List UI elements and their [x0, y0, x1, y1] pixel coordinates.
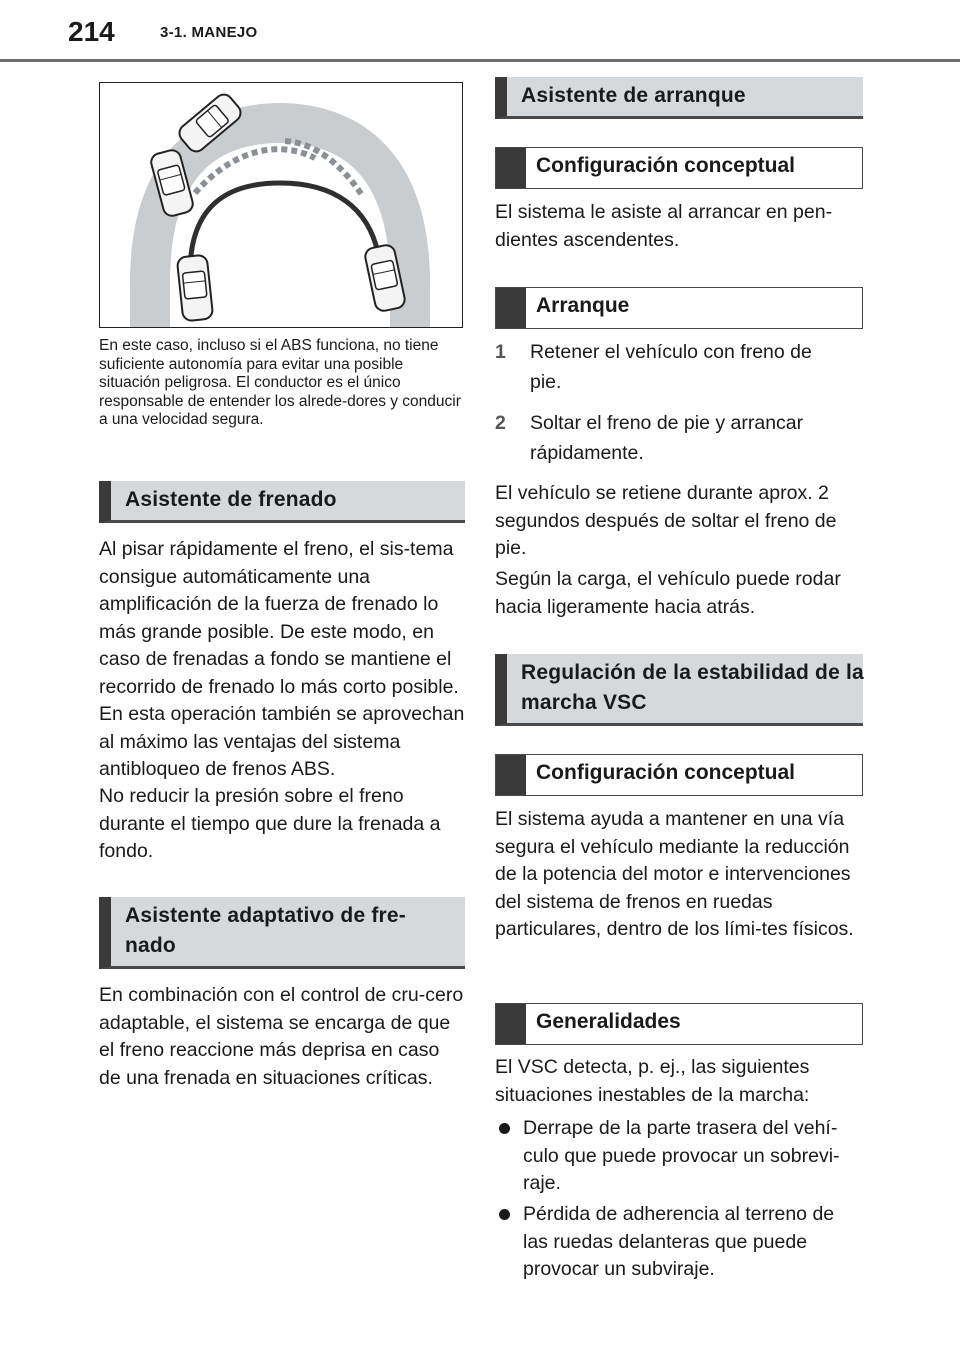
paragraph-brake-assist: Al pisar rápidamente el freno, el sis-tema consigue automáticamente una amplificación de la fuerza de frenado lo más grande posible. De este modo, en caso de frenadas a fondo se mantiene el recorrido de frenado lo más corto posible. En esta operación también se aprovechan al máximo las ventajas del sistema antibloqueo de frenos ABS. [99, 538, 465, 780]
paragraph-general: El VSC detecta, p. ej., las siguientes situaciones inestables de la marcha: [495, 1056, 810, 1106]
paragraph-concept-1: El sistema le asiste al arrancar en pen-dientes ascendentes. [495, 201, 833, 251]
subheading-concept-2: Configuración conceptual [495, 754, 863, 796]
bullet-icon [499, 1123, 510, 1134]
bullet-icon [499, 1209, 510, 1220]
car-top-view-icon [177, 255, 214, 322]
page-number: 214 [68, 16, 115, 47]
header-divider [0, 59, 960, 62]
paragraph-adaptive-brake-assist: En combinación con el control de cru-cero adaptable, el sistema se encarga de que el freno reaccione más deprisa en caso de una frenada en situaciones críticas. [99, 984, 464, 1089]
heading-start-assist: Asistente de arranque [495, 77, 863, 119]
subheading-concept-1: Configuración conceptual [495, 147, 863, 189]
curved-road-icon [100, 83, 462, 327]
heading-adaptive-brake-assist: Asistente adaptativo de fre-nado [99, 897, 465, 969]
paragraph-brake-assist-note: No reducir la presión sobre el freno durante el tiempo que dure la frenada a fondo. [99, 785, 441, 862]
page-header [0, 0, 960, 64]
heading-brake-assist: Asistente de frenado [99, 481, 465, 523]
step-item: 2 Soltar el freno de pie y arrancar rápidamente. [495, 412, 804, 464]
list-item: Pérdida de adherencia al terreno de las ruedas delanteras que puede provocar un subviraje. [495, 1201, 863, 1285]
curve-illustration [99, 82, 463, 328]
chapter-title: 3-1. MANEJO [160, 24, 258, 41]
paragraph-start-2: Según la carga, el vehículo puede rodar hacia ligeramente hacia atrás. [495, 568, 841, 618]
heading-vsc: Regulación de la estabilidad de la marcha VSC [495, 654, 863, 726]
subheading-general: Generalidades [495, 1003, 863, 1045]
paragraph-concept-2: El sistema ayuda a mantener en una vía segura el vehículo mediante la reducción de la potencia del motor e intervenciones del sistema de frenos en ruedas particulares, dentro de los lími-tes físicos. [495, 808, 854, 940]
paragraph-start-1: El vehículo se retiene durante aprox. 2 segundos después de soltar el freno de pie. [495, 482, 837, 559]
list-item: Derrape de la parte trasera del vehí-culo que puede provocar un sobrevi-raje. [495, 1115, 863, 1199]
subheading-start: Arranque [495, 287, 863, 329]
figure-caption: En este caso, incluso si el ABS funciona, no tiene suficiente autonomía para evitar una posible situación peligrosa. El conductor es el único responsable de entender los alrede-dores y conducir a una velocidad segura. [99, 337, 461, 428]
step-item: 1 Retener el vehículo con freno de pie. [495, 341, 812, 393]
